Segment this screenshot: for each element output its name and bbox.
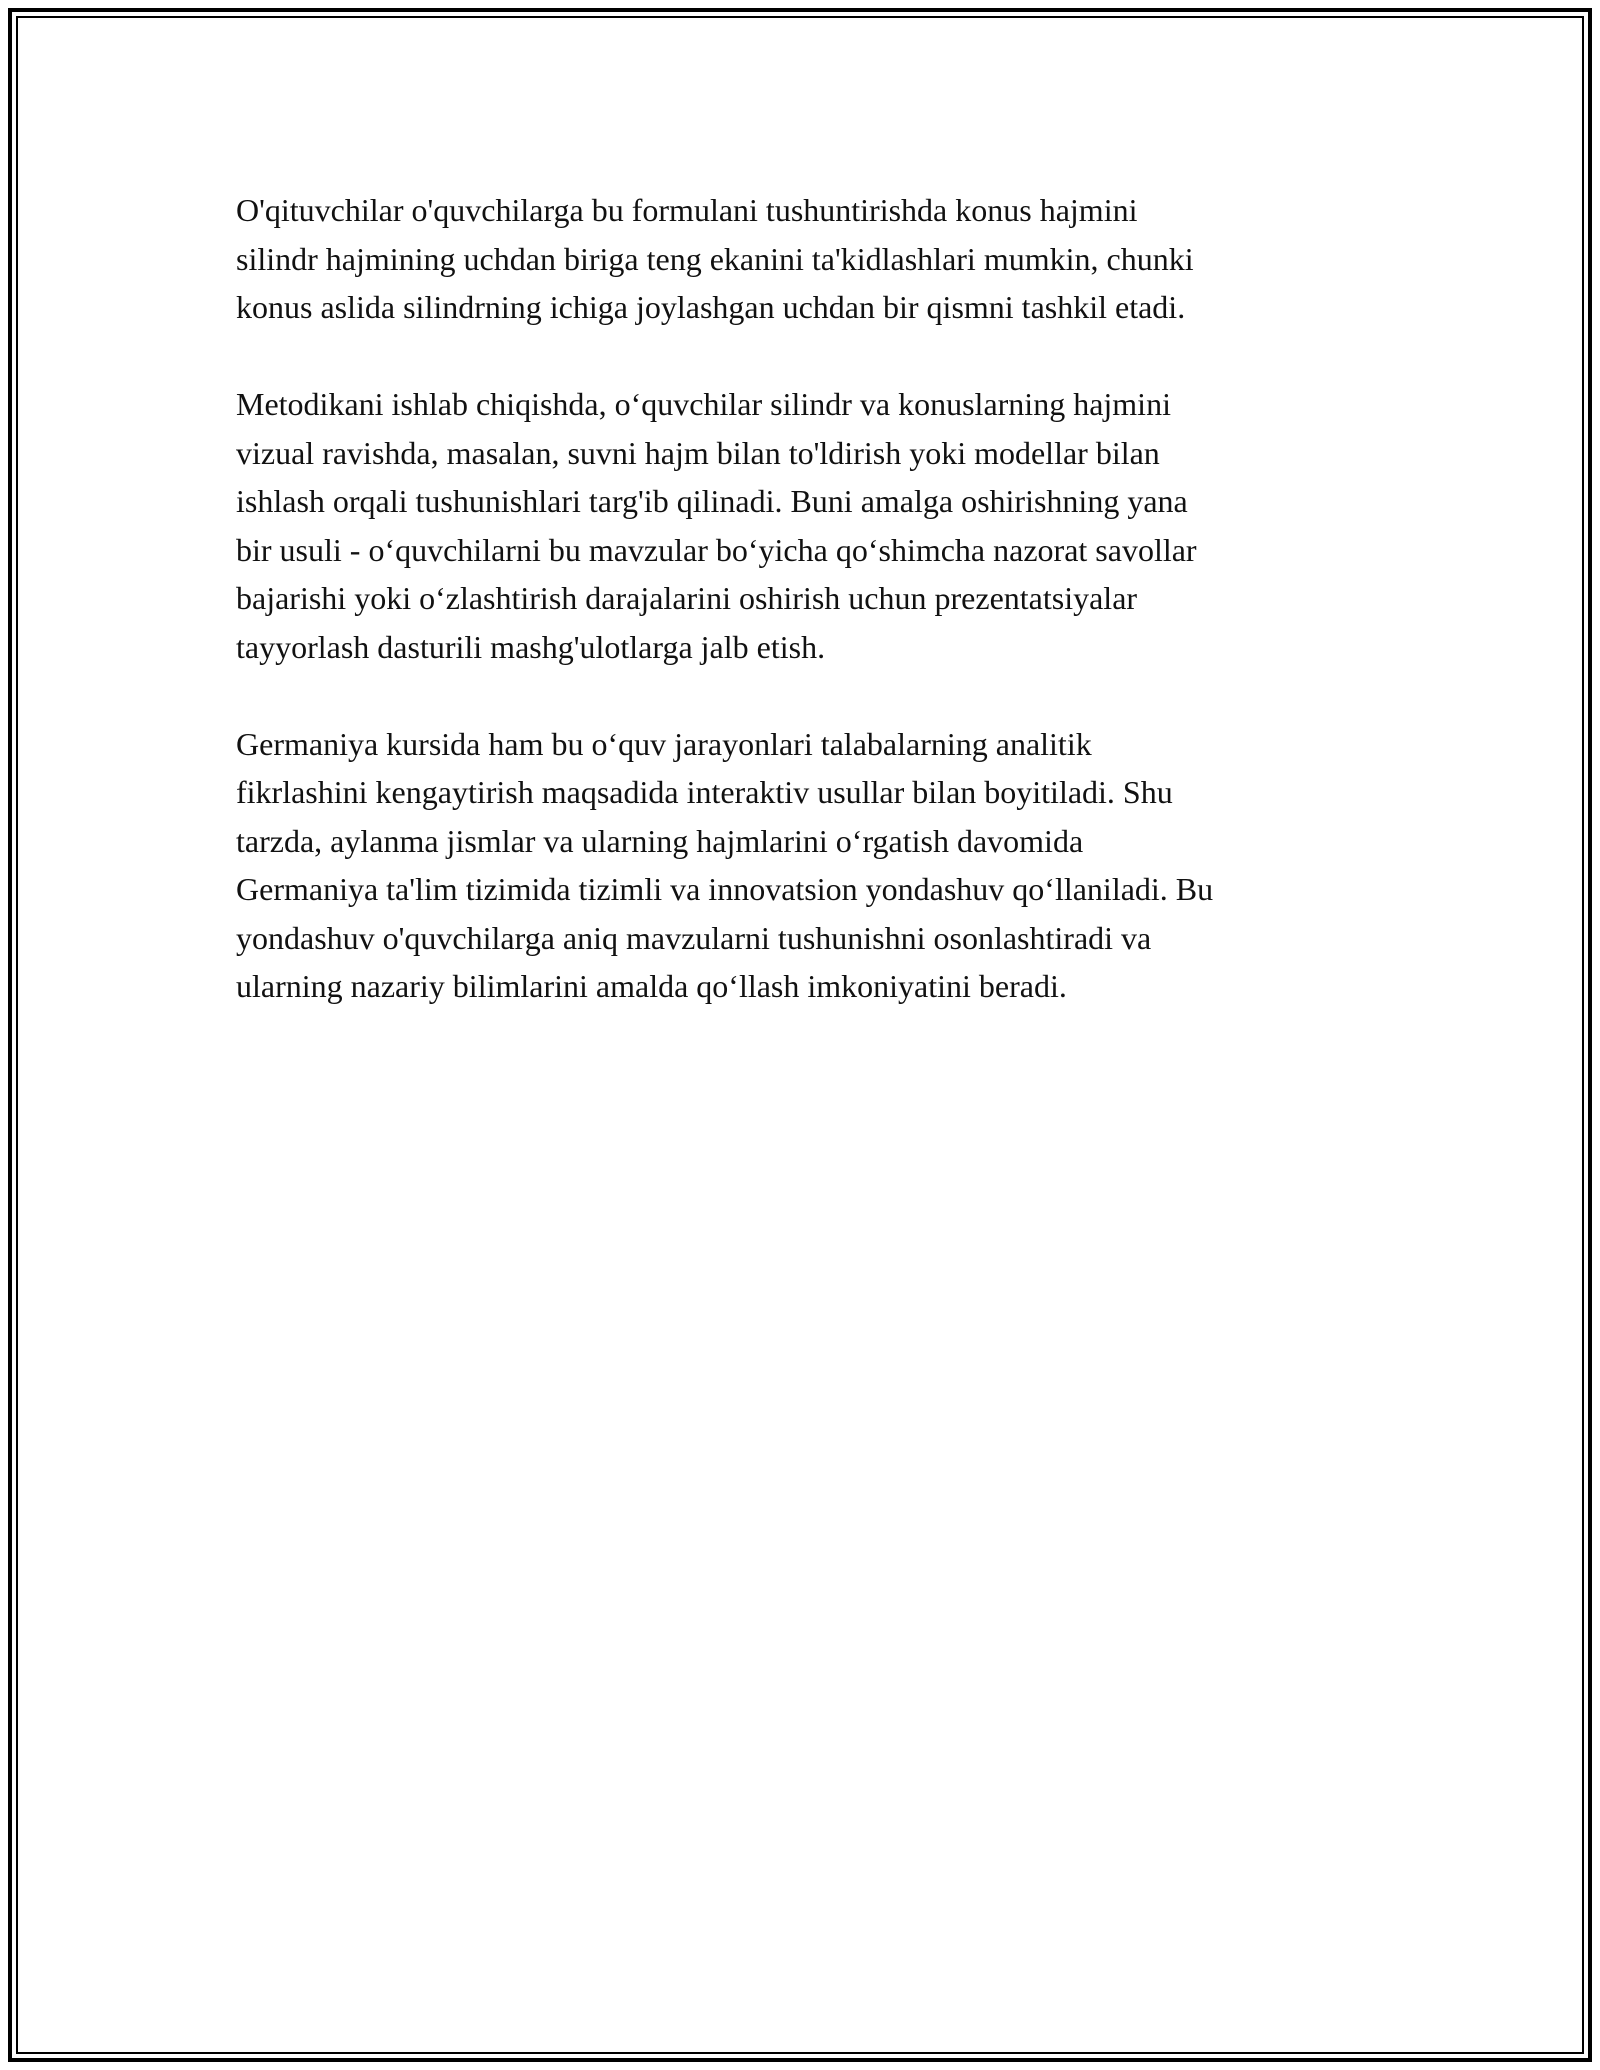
text-line: bajarishi yoki o‘zlashtirish darajalarini oshirish uchun prezentatsiyalar: [236, 580, 1138, 616]
text-line: ularning nazariy bilimlarini amalda qo‘llash imkoniyatini beradi.: [236, 968, 1067, 1004]
paragraph-1: [236, 186, 1386, 332]
paragraph-2: [236, 380, 1386, 671]
text-line: fikrlashini kengaytirish maqsadida interaktiv usullar bilan boyitiladi. Shu: [236, 774, 1173, 810]
text-line: yondashuv o'quvchilarga aniq mavzularni tushunishni osonlashtiradi va: [236, 919, 1152, 956]
text-line: tarzda, aylanma jismlar va ularning hajmlarini o‘rgatish davomida: [236, 822, 1084, 859]
document-body: [236, 186, 1386, 1059]
text-line: konus aslida silindrning ichiga joylashgan uchdan bir qismni tashkil etadi.: [236, 289, 1186, 325]
text-line: vizual ravishda, masalan, suvni hajm bilan to'ldirish yoki modellar bilan: [236, 434, 1160, 471]
text-line: bir usuli - o‘quvchilarni bu mavzular bo‘yicha qo‘shimcha nazorat savollar: [236, 531, 1197, 568]
text-line: silindr hajmining uchdan biriga teng ekanini ta'kidlashlari mumkin, chunki: [236, 240, 1194, 277]
text-line: tayyorlash dasturili mashg'ulotlarga jalb etish.: [236, 628, 826, 665]
text-line: O'qituvchilar o'quvchilarga bu formulani tushuntirishda konus hajmini: [236, 192, 1138, 228]
text-line: Germaniya ta'lim tizimida tizimli va innovatsion yondashuv qo‘llaniladi. Bu: [236, 871, 1214, 907]
text-line: ishlash orqali tushunishlari targ'ib qilinadi. Buni amalga oshirishning yana: [236, 483, 1188, 519]
paragraph-3: [236, 720, 1386, 1011]
text-line: Germaniya kursida ham bu o‘quv jarayonlari talabalarning analitik: [236, 725, 1092, 762]
text-line: Metodikani ishlab chiqishda, o‘quvchilar silindr va konuslarning hajmini: [236, 386, 1171, 422]
